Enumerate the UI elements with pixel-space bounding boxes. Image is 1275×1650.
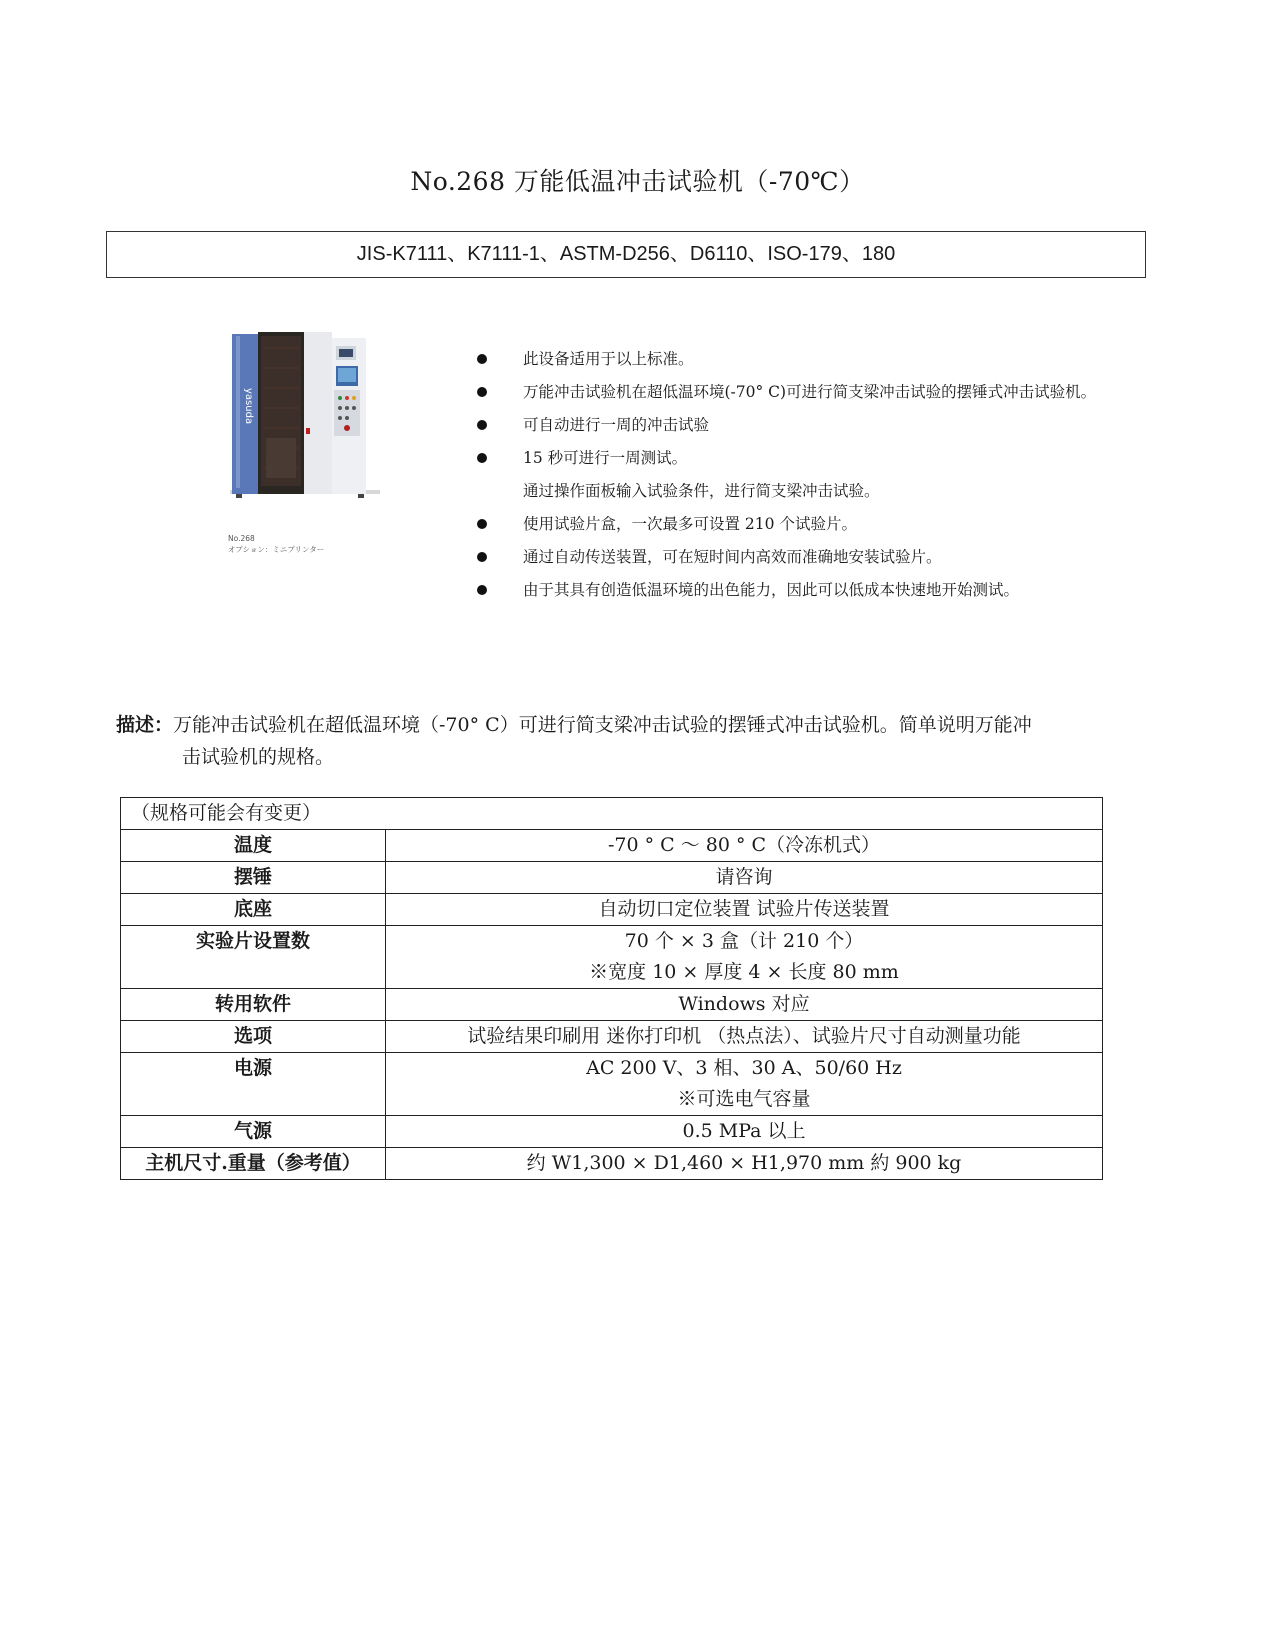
bullet-icon (477, 387, 487, 397)
bullet-icon (477, 420, 487, 430)
spec-value: -70 ° C ～ 80 ° C（冷冻机式） (386, 830, 1103, 862)
feature-item: 由于其具有创造低温环境的出色能力，因此可以低成本快速地开始测试。 (477, 577, 1237, 610)
spec-value: 0.5 MPa 以上 (386, 1116, 1103, 1148)
description (116, 709, 1166, 773)
feature-item: 可自动进行一周的冲击试验 (477, 412, 1237, 445)
feature-item: 15 秒可进行一周测试。 (477, 445, 1237, 478)
spec-value: Windows 对应 (386, 989, 1103, 1021)
page-title: No.268 万能低温冲击试验机（-70℃） (410, 167, 865, 196)
brand-logo: yasuda (243, 388, 254, 425)
table-row (121, 989, 1103, 1021)
feature-item: 通过操作面板输入试验条件，进行简支梁冲击试验。 (523, 482, 880, 500)
bullet-icon (477, 552, 487, 562)
description-label: 描述： (116, 714, 174, 736)
feature-list (477, 346, 1237, 610)
spec-value-line: ※可选电气容量 (677, 1088, 811, 1110)
table-row (121, 830, 1103, 862)
spec-key: 实验片设置数 (121, 926, 386, 989)
bullet-icon (477, 354, 487, 364)
caption-option: オプション：ミニプリンター (228, 545, 325, 554)
spec-value: 自动切口定位装置 试验片传送装置 (386, 894, 1103, 926)
description-line1: 万能冲击试验机在超低温环境（-70° C）可进行简支梁冲击试验的摆锤式冲击试验机。简单说明万能冲 (173, 714, 1032, 736)
bullet-icon (477, 585, 487, 595)
feature-item: 通过自动传送装置，可在短时间内高效而准确地安装试验片。 (477, 544, 1237, 577)
spec-value: 试验结果印刷用 迷你打印机 （热点法）、试验片尺寸自动测量功能 (386, 1021, 1103, 1053)
table-row (121, 1148, 1103, 1180)
spec-value-line: AC 200 V、3 相、30 A、50/60 Hz (586, 1057, 902, 1079)
table-row (121, 894, 1103, 926)
product-image (226, 328, 382, 558)
feature-item: 使用试验片盒，一次最多可设置 210 个试验片。 (477, 511, 1237, 544)
spec-value: 约 W1,300 × D1,460 × H1,970 mm 約 900 kg (386, 1148, 1103, 1180)
spec-key: 摆锤 (121, 862, 386, 894)
table-row (121, 1116, 1103, 1148)
feature-item: 万能冲击试验机在超低温环境(-70° C)可进行简支梁冲击试验的摆锤式冲击试验机。 (477, 379, 1237, 412)
spec-key: 温度 (121, 830, 386, 862)
spec-value: 请咨询 (386, 862, 1103, 894)
spec-note: （规格可能会有变更） (121, 798, 1103, 830)
spec-value-line: 70 个 × 3 盒（计 210 个） (624, 930, 864, 952)
bullet-icon (477, 519, 487, 529)
description-line2: 击试验机的规格。 (182, 746, 335, 768)
table-row (121, 798, 1103, 830)
spec-table (120, 797, 1103, 1180)
spec-value (386, 926, 1103, 989)
table-row (121, 1053, 1103, 1116)
table-row (121, 926, 1103, 989)
product-caption (228, 533, 324, 555)
spec-key: 气源 (121, 1116, 386, 1148)
table-row (121, 1021, 1103, 1053)
standards-box: JIS-K7111、K7111-1、ASTM-D256、D6110、ISO-179、180 (106, 231, 1146, 278)
table-row (121, 862, 1103, 894)
feature-item: 此设备适用于以上标准。 (477, 346, 1237, 379)
spec-key: 底座 (121, 894, 386, 926)
spec-value (386, 1053, 1103, 1116)
spec-key: 电源 (121, 1053, 386, 1116)
spec-key: 转用软件 (121, 989, 386, 1021)
caption-model: No.268 (228, 534, 255, 543)
spec-value-line: ※宽度 10 × 厚度 4 × 长度 80 mm (589, 961, 899, 983)
spec-key: 主机尺寸.重量（参考值） (121, 1148, 386, 1180)
bullet-icon (477, 453, 487, 463)
spec-key: 选项 (121, 1021, 386, 1053)
